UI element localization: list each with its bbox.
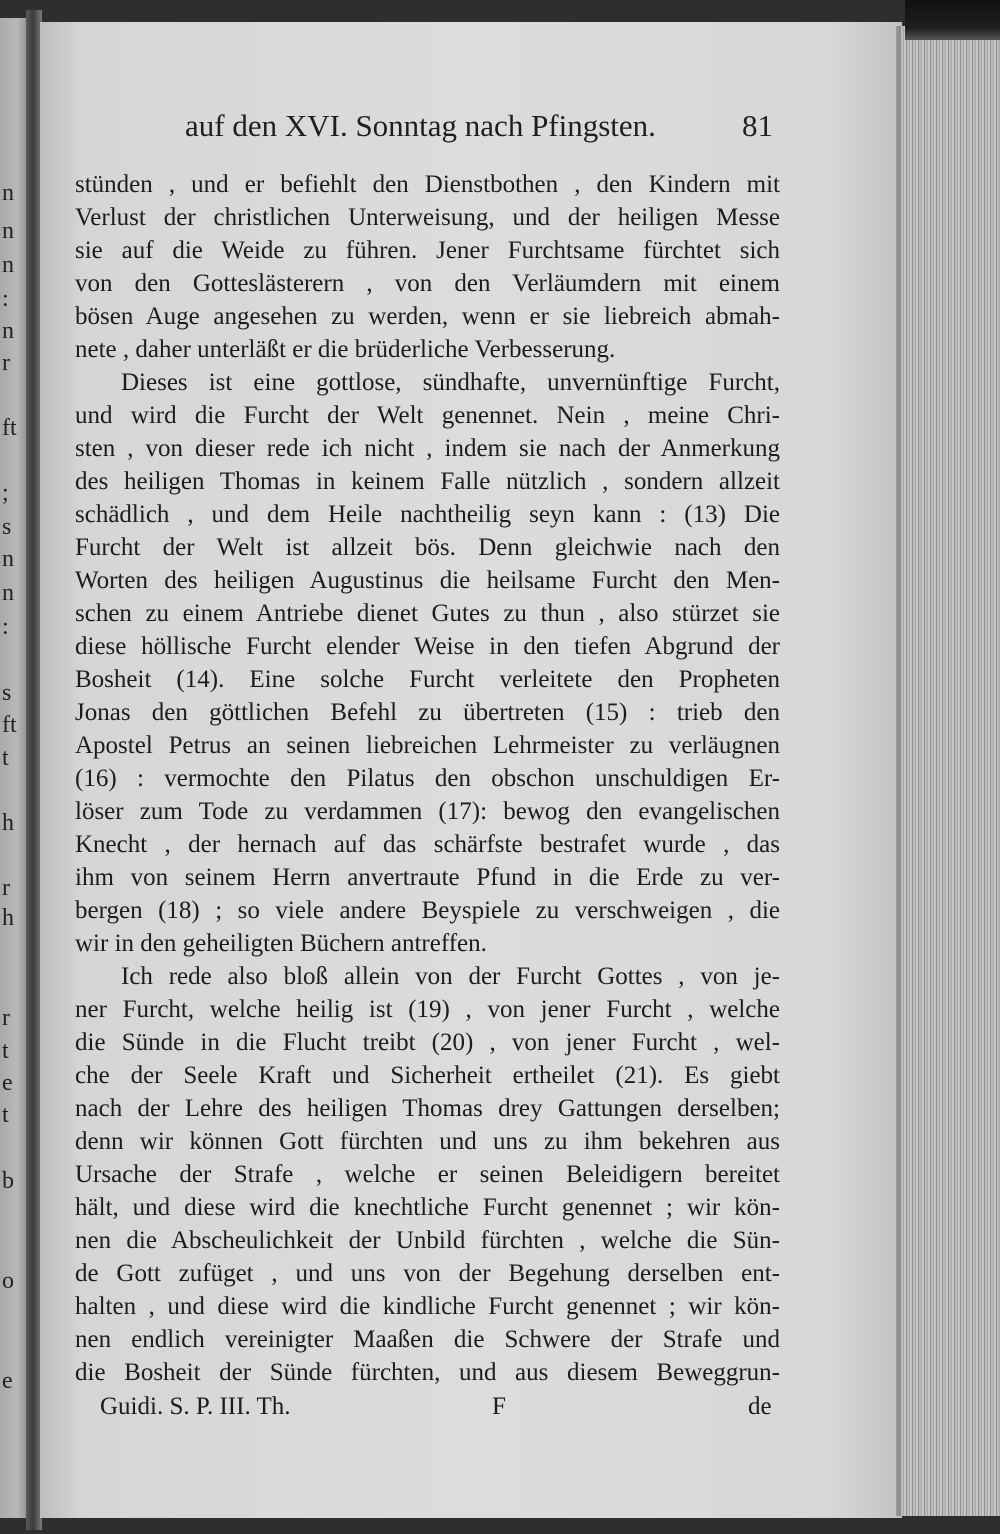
text-line: und wird die Furcht der Welt genennet. Nein , meine Chri- [75,402,780,429]
facing-page-fragment: e [2,1368,13,1394]
text-line: sie auf die Weide zu führen. Jener Furchtsame fürchtet sich [75,237,780,264]
paragraph-start-line: Dieses ist eine gottlose, sündhafte, unvernünftige Furcht, [121,369,780,396]
text-line: sten , von dieser rede ich nicht , indem sie nach der Anmerkung [75,435,780,462]
body-text [75,168,780,1389]
text-line: die Bosheit der Sünde fürchten, und aus diesem Beweggrun- [75,1359,780,1386]
facing-page-fragment: n [2,252,14,278]
catchword: de [748,1393,772,1420]
facing-page-fragment: n [2,180,14,206]
text-line: schen zu einem Antriebe dienet Gutes zu thun , also stürzet sie [75,600,780,627]
facing-page-fragment: h [2,905,14,931]
facing-page-fragment: n [2,318,14,344]
text-line: ihm von seinem Herrn anvertraute Pfund in die Erde zu ver- [75,864,780,891]
facing-page-fragment: r [2,1005,10,1031]
text-line: Worten des heiligen Augustinus die heilsame Furcht den Men- [75,567,780,594]
facing-page-fragment: t [2,745,9,771]
text-line: ner Furcht, welche heilig ist (19) , von jener Furcht , welche [75,996,780,1023]
facing-page-fragment: t [2,1102,9,1128]
text-line: (16) : vermochte den Pilatus den obschon unschuldigen Er- [75,765,780,792]
facing-page-fragment: ft [2,415,17,441]
facing-page-fragment: : [2,286,9,312]
facing-page-fragment: n [2,218,14,244]
facing-page-fragment: ft [2,712,17,738]
text-line: denn wir können Gott fürchten und uns zu ihm bekehren aus [75,1128,780,1155]
text-line: die Sünde in die Flucht treibt (20) , von jener Furcht , wel- [75,1029,780,1056]
text-line: Bosheit (14). Eine solche Furcht verleitete den Propheten [75,666,780,693]
text-line: stünden , und er befiehlt den Dienstbothen , den Kindern mit [75,171,780,198]
text-line: hält, und diese wird die knechtliche Furcht genennet ; wir kön- [75,1194,780,1221]
text-line: schädlich , und dem Heile nachtheilig seyn kann : (13) Die [75,501,780,528]
facing-page-fragment: o [2,1268,14,1294]
text-line: che der Seele Kraft und Sicherheit ertheilet (21). Es giebt [75,1062,780,1089]
facing-page-fragment: n [2,546,14,572]
facing-page-fragment: r [2,350,10,376]
text-line: wir in den geheiligten Büchern antreffen. [75,930,487,957]
text-line: diese höllische Furcht elender Weise in den tiefen Abgrund der [75,633,780,660]
text-line: bergen (18) ; so viele andere Beyspiele zu verschweigen , die [75,897,780,924]
page-fore-edge [900,26,1000,1516]
sheet-mark: F [492,1393,506,1420]
text-line: bösen Auge angesehen zu werden, wenn er sie liebreich abmah- [75,303,780,330]
facing-page-fragment: h [2,810,14,836]
text-line: nen endlich vereinigter Maaßen die Schwere der Strafe und [75,1326,780,1353]
text-line: halten , und diese wird die kindliche Furcht genennet ; wir kön- [75,1293,780,1320]
scan-corner-shadow [905,0,1000,40]
page-number: 81 [742,108,773,143]
text-line: nete , daher unterläßt er die brüderliche Verbesserung. [75,336,616,363]
text-line: Apostel Petrus an seinen liebreichen Lehrmeister zu verläugnen [75,732,780,759]
text-line: Knecht , der hernach auf das schärfste bestrafet wurde , das [75,831,780,858]
text-line: Furcht der Welt ist allzeit bös. Denn gleichwie nach den [75,534,780,561]
running-title: auf den XVI. Sonntag nach Pfingsten. [185,108,656,143]
text-line: löser zum Tode zu verdammen (17): bewog den evangelischen [75,798,780,825]
printer-signature: Guidi. S. P. III. Th. [100,1393,291,1420]
paragraph-start-line: Ich rede also bloß allein von der Furcht Gottes , von je- [121,963,780,990]
facing-page-fragment: s [2,680,12,706]
facing-page-fragment: n [2,580,14,606]
facing-page-fragment: e [2,1070,13,1096]
text-line: nach der Lehre des heiligen Thomas drey Gattungen derselben; [75,1095,780,1122]
facing-page-fragment: s [2,514,12,540]
facing-page-fragment: b [2,1168,14,1194]
facing-page-fragment: ; [2,480,9,506]
facing-page-fragment: t [2,1038,9,1064]
facing-page-fragment: r [2,875,10,901]
text-line: nen die Abscheulichkeit der Unbild fürchten , welche die Sün- [75,1227,780,1254]
text-line: des heiligen Thomas in keinem Falle nützlich , sondern allzeit [75,468,780,495]
text-line: Jonas den göttlichen Befehl zu übertreten (15) : trieb den [75,699,780,726]
text-line: de Gott zufüget , und uns von der Begehung derselben ent- [75,1260,780,1287]
text-line: Ursache der Strafe , welche er seinen Beleidigern bereitet [75,1161,780,1188]
facing-page-fragment: : [2,614,9,640]
text-line: von den Gotteslästerern , von den Verläumdern mit einem [75,270,780,297]
text-line: Verlust der christlichen Unterweisung, und der heiligen Messe [75,204,780,231]
